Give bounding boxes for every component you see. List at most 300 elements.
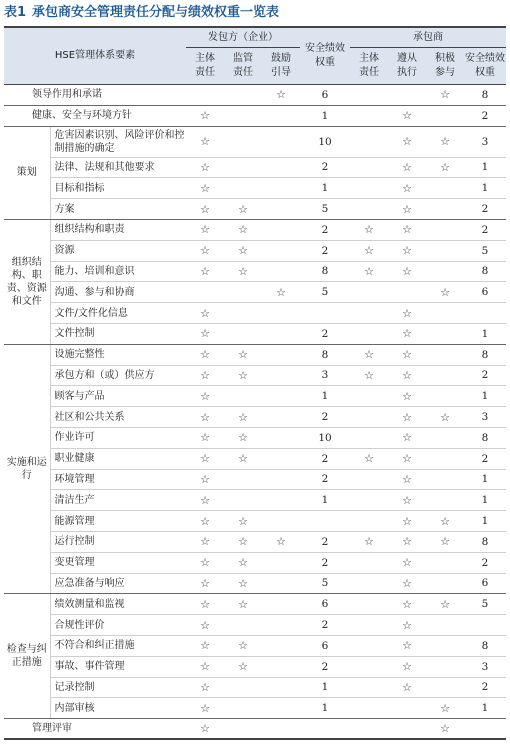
contractor-mark [426, 344, 464, 365]
owner-mark: ☆ [186, 594, 224, 615]
owner-weight-header: 安全绩效权重 [300, 27, 350, 85]
table-row [4, 261, 506, 282]
owner-col-header: 主体责任 [186, 48, 224, 85]
owner-mark: ☆ [186, 365, 224, 386]
owner-mark: ☆ [224, 511, 262, 532]
table-row [4, 698, 506, 719]
owner-weight: 5 [300, 282, 350, 303]
contractor-mark: ☆ [350, 261, 388, 282]
contractor-mark: ☆ [350, 219, 388, 240]
owner-mark: ☆ [186, 157, 224, 178]
owner-mark [262, 594, 300, 615]
contractor-mark: ☆ [388, 490, 426, 511]
owner-mark: ☆ [186, 615, 224, 636]
contractor-mark [426, 615, 464, 636]
table-row [4, 552, 506, 573]
owner-mark: ☆ [186, 490, 224, 511]
contractor-mark [350, 303, 388, 324]
contractor-mark [426, 303, 464, 324]
owner-mark [262, 511, 300, 532]
table-row [4, 219, 506, 240]
contractor-weight: 2 [464, 199, 506, 220]
contractor-mark [426, 469, 464, 490]
owner-mark [262, 490, 300, 511]
contractor-weight: 1 [464, 178, 506, 199]
owner-mark: ☆ [186, 344, 224, 365]
element-name: 环境管理 [50, 469, 186, 490]
contractor-weight: 1 [464, 698, 506, 719]
table-row [4, 323, 506, 344]
owner-mark [262, 448, 300, 469]
owner-mark: ☆ [224, 261, 262, 282]
contractor-mark [426, 448, 464, 469]
table-row [4, 677, 506, 698]
contractor-mark [350, 178, 388, 199]
owner-mark: ☆ [224, 573, 262, 594]
contractor-mark: ☆ [388, 178, 426, 199]
contractor-mark: ☆ [388, 219, 426, 240]
table-title: 承包商安全管理责任分配与绩效权重一览表 [32, 5, 280, 20]
owner-mark [224, 105, 262, 126]
contractor-mark [388, 698, 426, 719]
table-row [4, 157, 506, 178]
owner-weight: 1 [300, 698, 350, 719]
contractor-col-header: 遵从执行 [388, 48, 426, 85]
contractor-mark [350, 677, 388, 698]
element-name: 顾客与产品 [50, 386, 186, 407]
contractor-mark: ☆ [350, 240, 388, 261]
contractor-mark: ☆ [388, 344, 426, 365]
owner-weight [300, 511, 350, 532]
owner-weight: 2 [300, 219, 350, 240]
element-name: 能源管理 [50, 511, 186, 532]
owner-weight: 6 [300, 85, 350, 106]
element-name: 资源 [50, 240, 186, 261]
table-row [4, 615, 506, 636]
contractor-mark [426, 427, 464, 448]
contractor-col-header: 主体责任 [350, 48, 388, 85]
owner-mark: ☆ [224, 240, 262, 261]
owner-mark [262, 105, 300, 126]
owner-weight: 2 [300, 240, 350, 261]
contractor-weight: 8 [464, 261, 506, 282]
table-row [4, 448, 506, 469]
owner-mark [262, 261, 300, 282]
contractor-mark: ☆ [388, 126, 426, 157]
owner-weight: 2 [300, 615, 350, 636]
contractor-mark [350, 573, 388, 594]
owner-mark [224, 85, 262, 106]
element-name: 合规性评价 [50, 615, 186, 636]
contractor-mark: ☆ [388, 677, 426, 698]
owner-mark [262, 698, 300, 719]
contractor-weight [464, 719, 506, 740]
contractor-mark: ☆ [426, 698, 464, 719]
owner-mark: ☆ [224, 427, 262, 448]
owner-mark: ☆ [186, 219, 224, 240]
contractor-mark [350, 552, 388, 573]
owner-mark: ☆ [186, 656, 224, 677]
element-name: 法律、法规和其他要求 [50, 157, 186, 178]
table-row [4, 427, 506, 448]
owner-weight: 2 [300, 407, 350, 428]
hse-header: HSE管理体系要素 [4, 27, 186, 85]
contractor-mark: ☆ [388, 656, 426, 677]
contractor-weight [464, 615, 506, 636]
owner-mark [224, 615, 262, 636]
owner-mark [262, 323, 300, 344]
owner-mark: ☆ [224, 365, 262, 386]
table-row [4, 490, 506, 511]
owner-mark [262, 552, 300, 573]
owner-mark: ☆ [224, 448, 262, 469]
contractor-mark [388, 85, 426, 106]
owner-mark: ☆ [224, 344, 262, 365]
element-name: 设施完整性 [50, 344, 186, 365]
contractor-weight: 1 [464, 323, 506, 344]
owner-mark [262, 219, 300, 240]
element-name: 文件控制 [50, 323, 186, 344]
contractor-weight: 5 [464, 594, 506, 615]
owner-mark [262, 407, 300, 428]
owner-mark: ☆ [186, 427, 224, 448]
contractor-mark: ☆ [388, 552, 426, 573]
contractor-mark [350, 157, 388, 178]
owner-mark [262, 365, 300, 386]
element-name: 组织结构和职责 [50, 219, 186, 240]
contractor-mark: ☆ [388, 407, 426, 428]
owner-mark [262, 719, 300, 740]
category-cell: 策划 [4, 126, 50, 219]
owner-mark: ☆ [186, 573, 224, 594]
contractor-weight: 6 [464, 282, 506, 303]
owner-mark: ☆ [186, 178, 224, 199]
owner-weight: 3 [300, 365, 350, 386]
contractor-weight: 2 [464, 677, 506, 698]
table-row [4, 407, 506, 428]
contractor-mark [426, 261, 464, 282]
contractor-weight: 1 [464, 490, 506, 511]
contractor-mark [350, 105, 388, 126]
contractor-weight: 2 [464, 105, 506, 126]
contractor-mark [350, 85, 388, 106]
owner-weight: 2 [300, 552, 350, 573]
element-name: 危害因素识别、风险评价和控制措施的确定 [50, 126, 186, 157]
element-name: 事故、事件管理 [50, 656, 186, 677]
owner-weight: 1 [300, 386, 350, 407]
owner-col-header: 鼓励引导 [262, 48, 300, 85]
contractor-mark: ☆ [350, 365, 388, 386]
responsibility-table [4, 26, 506, 740]
contractor-mark [426, 323, 464, 344]
owner-mark: ☆ [186, 635, 224, 656]
owner-weight: 8 [300, 344, 350, 365]
owner-mark [224, 386, 262, 407]
contractor-mark: ☆ [350, 448, 388, 469]
owner-mark: ☆ [186, 323, 224, 344]
owner-mark: ☆ [262, 531, 300, 552]
owner-weight: 2 [300, 448, 350, 469]
contractor-mark: ☆ [388, 469, 426, 490]
contractor-mark [388, 282, 426, 303]
element-name: 沟通、参与和协商 [50, 282, 186, 303]
contractor-weight: 2 [464, 448, 506, 469]
contractor-mark [350, 386, 388, 407]
table-row [4, 105, 506, 126]
owner-weight: 2 [300, 531, 350, 552]
element-name: 文件/文件化信息 [50, 303, 186, 324]
contractor-mark: ☆ [388, 427, 426, 448]
owner-weight: 5 [300, 573, 350, 594]
owner-weight: 2 [300, 656, 350, 677]
contractor-mark: ☆ [388, 303, 426, 324]
contractor-group-header: 承包商 [350, 27, 506, 48]
owner-mark [262, 573, 300, 594]
owner-mark [224, 178, 262, 199]
contractor-weight: 8 [464, 635, 506, 656]
contractor-mark [426, 386, 464, 407]
element-name: 内部审核 [50, 698, 186, 719]
owner-mark: ☆ [186, 303, 224, 324]
owner-mark [262, 615, 300, 636]
owner-mark: ☆ [186, 261, 224, 282]
owner-mark: ☆ [186, 677, 224, 698]
contractor-mark: ☆ [426, 511, 464, 532]
owner-mark [224, 303, 262, 324]
element-name: 目标和指标 [50, 178, 186, 199]
owner-mark: ☆ [224, 531, 262, 552]
contractor-mark [426, 677, 464, 698]
element-name: 清洁生产 [50, 490, 186, 511]
contractor-mark [350, 635, 388, 656]
table-row [4, 344, 506, 365]
owner-group-header: 发包方（企业） [186, 27, 300, 48]
contractor-mark: ☆ [388, 635, 426, 656]
element-name: 职业健康 [50, 448, 186, 469]
category-cell: 实施和运行 [4, 344, 50, 594]
element-name: 健康、安全与环境方针 [4, 105, 186, 126]
table-row [4, 178, 506, 199]
owner-weight [300, 303, 350, 324]
contractor-mark: ☆ [388, 261, 426, 282]
element-name: 方案 [50, 199, 186, 220]
contractor-mark [426, 365, 464, 386]
owner-weight: 10 [300, 126, 350, 157]
table-row [4, 511, 506, 532]
owner-mark [186, 282, 224, 303]
contractor-mark [350, 427, 388, 448]
element-name: 绩效测量和监视 [50, 594, 186, 615]
owner-mark [224, 677, 262, 698]
contractor-mark [426, 573, 464, 594]
contractor-weight: 8 [464, 531, 506, 552]
owner-weight: 5 [300, 199, 350, 220]
owner-weight: 6 [300, 594, 350, 615]
contractor-mark: ☆ [388, 448, 426, 469]
contractor-mark [350, 511, 388, 532]
owner-weight: 2 [300, 157, 350, 178]
table-row [4, 303, 506, 324]
category-cell: 检查与纠正措施 [4, 594, 50, 719]
contractor-weight: 8 [464, 427, 506, 448]
owner-mark: ☆ [186, 719, 224, 740]
table-row [4, 656, 506, 677]
contractor-mark [426, 656, 464, 677]
contractor-weight: 3 [464, 656, 506, 677]
owner-weight: 2 [300, 469, 350, 490]
table-header [4, 27, 506, 85]
owner-mark [224, 323, 262, 344]
owner-mark [262, 157, 300, 178]
table-row [4, 85, 506, 106]
contractor-mark: ☆ [426, 126, 464, 157]
contractor-mark: ☆ [426, 719, 464, 740]
owner-mark: ☆ [224, 594, 262, 615]
contractor-mark [426, 105, 464, 126]
owner-mark [224, 282, 262, 303]
contractor-mark [350, 656, 388, 677]
element-name: 记录控制 [50, 677, 186, 698]
contractor-weight: 1 [464, 469, 506, 490]
owner-mark [262, 178, 300, 199]
owner-weight: 6 [300, 635, 350, 656]
owner-mark: ☆ [186, 386, 224, 407]
contractor-mark [426, 199, 464, 220]
owner-mark [262, 427, 300, 448]
owner-mark [262, 677, 300, 698]
contractor-weight: 2 [464, 219, 506, 240]
contractor-mark [350, 490, 388, 511]
contractor-mark [350, 407, 388, 428]
contractor-mark [426, 635, 464, 656]
owner-mark: ☆ [186, 469, 224, 490]
contractor-mark: ☆ [388, 594, 426, 615]
element-name: 应急准备与响应 [50, 573, 186, 594]
contractor-weight: 8 [464, 85, 506, 106]
table-row [4, 635, 506, 656]
owner-col-header: 监管责任 [224, 48, 262, 85]
contractor-mark [350, 323, 388, 344]
contractor-weight: 5 [464, 240, 506, 261]
contractor-mark: ☆ [388, 615, 426, 636]
contractor-mark [350, 615, 388, 636]
table-row [4, 719, 506, 740]
contractor-mark [350, 719, 388, 740]
owner-mark: ☆ [186, 105, 224, 126]
contractor-mark: ☆ [388, 365, 426, 386]
owner-weight: 2 [300, 323, 350, 344]
contractor-weight: 6 [464, 573, 506, 594]
element-name: 变更管理 [50, 552, 186, 573]
element-name: 社区和公共关系 [50, 407, 186, 428]
contractor-mark [350, 282, 388, 303]
contractor-mark [350, 199, 388, 220]
owner-mark [186, 85, 224, 106]
owner-weight: 1 [300, 490, 350, 511]
owner-mark [262, 656, 300, 677]
contractor-mark: ☆ [426, 531, 464, 552]
element-name: 不符合和纠正措施 [50, 635, 186, 656]
contractor-mark [426, 240, 464, 261]
element-name: 运行控制 [50, 531, 186, 552]
owner-mark [224, 157, 262, 178]
owner-mark [224, 490, 262, 511]
contractor-mark: ☆ [426, 85, 464, 106]
table-row [4, 531, 506, 552]
contractor-mark [426, 552, 464, 573]
contractor-weight: 2 [464, 552, 506, 573]
table-body [4, 85, 506, 740]
owner-mark [224, 469, 262, 490]
table-row [4, 469, 506, 490]
table-row [4, 282, 506, 303]
owner-mark: ☆ [224, 219, 262, 240]
contractor-weight: 3 [464, 126, 506, 157]
owner-weight: 10 [300, 427, 350, 448]
contractor-mark: ☆ [388, 157, 426, 178]
contractor-mark [426, 490, 464, 511]
contractor-mark: ☆ [388, 323, 426, 344]
owner-mark [262, 344, 300, 365]
owner-mark: ☆ [224, 199, 262, 220]
owner-mark: ☆ [224, 656, 262, 677]
contractor-mark [350, 126, 388, 157]
table-row [4, 573, 506, 594]
contractor-mark [426, 219, 464, 240]
table-row [4, 386, 506, 407]
contractor-mark: ☆ [426, 594, 464, 615]
table-row [4, 365, 506, 386]
contractor-mark: ☆ [426, 282, 464, 303]
owner-mark: ☆ [186, 240, 224, 261]
owner-mark: ☆ [262, 282, 300, 303]
owner-weight: 1 [300, 677, 350, 698]
table-row [4, 240, 506, 261]
contractor-mark: ☆ [350, 344, 388, 365]
owner-mark: ☆ [186, 407, 224, 428]
contractor-mark [350, 698, 388, 719]
table-caption [4, 2, 279, 24]
element-name: 管理评审 [4, 719, 186, 740]
owner-mark [262, 386, 300, 407]
owner-mark [262, 240, 300, 261]
table-row [4, 594, 506, 615]
owner-mark [224, 698, 262, 719]
owner-mark: ☆ [186, 698, 224, 719]
owner-mark: ☆ [186, 126, 224, 157]
owner-mark: ☆ [186, 448, 224, 469]
contractor-weight: 1 [464, 386, 506, 407]
owner-weight [300, 719, 350, 740]
contractor-mark: ☆ [388, 531, 426, 552]
owner-weight: 1 [300, 105, 350, 126]
contractor-weight [464, 303, 506, 324]
contractor-mark [350, 469, 388, 490]
contractor-mark: ☆ [388, 386, 426, 407]
table-number: 表1 [4, 5, 27, 20]
owner-mark: ☆ [224, 407, 262, 428]
contractor-mark: ☆ [388, 199, 426, 220]
table-row [4, 199, 506, 220]
owner-mark: ☆ [186, 552, 224, 573]
contractor-weight-header: 安全绩效权重 [464, 48, 506, 85]
owner-mark [224, 126, 262, 157]
owner-mark: ☆ [224, 552, 262, 573]
category-cell: 组织结构、职责、资源和文件 [4, 219, 50, 344]
contractor-weight: 1 [464, 511, 506, 532]
element-name: 承包方和（或）供应方 [50, 365, 186, 386]
owner-mark: ☆ [186, 511, 224, 532]
